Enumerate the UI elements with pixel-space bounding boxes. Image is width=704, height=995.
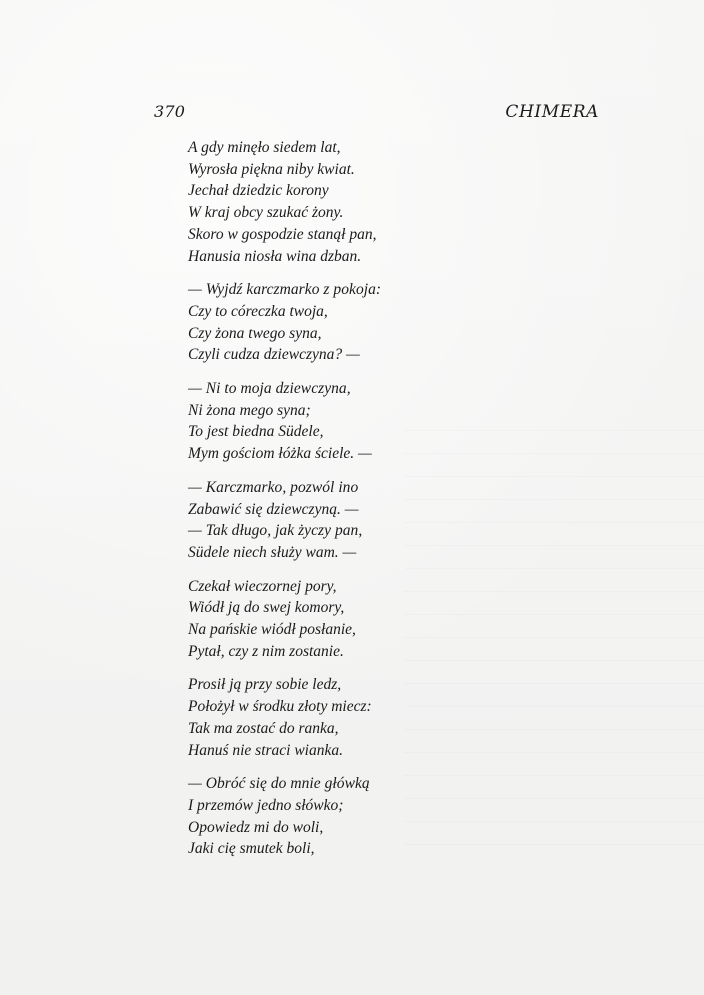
- verse-line: Mym gościom łóżka ściele. —: [188, 445, 372, 463]
- verse-line: Wiódł ją do swej komory,: [188, 599, 345, 617]
- verse-line: Jaki cię smutek boli,: [188, 840, 315, 858]
- stanza-5: [188, 576, 508, 663]
- verse-line: — Tak długo, jak życzy pan,: [188, 522, 363, 540]
- verse-line: W kraj obcy szukać żony.: [188, 204, 344, 222]
- running-title: CHIMERA: [505, 102, 599, 122]
- verse-line: I przemów jedno słówko;: [188, 796, 344, 814]
- verse-line: Opowiedz mi do woli,: [188, 818, 324, 836]
- stanza-1: [188, 137, 508, 267]
- verse-line: Südele niech służy wam. —: [188, 543, 357, 561]
- verse-line: Prosił ją przy sobie ledz,: [188, 676, 342, 694]
- verse-line: Hanuś nie straci wianka.: [188, 741, 343, 759]
- verse-line: Czyli cudza dziewczyna? —: [188, 346, 360, 364]
- verse-line: Czy to córeczka twoja,: [188, 302, 328, 320]
- verse-line: Położył w środku złoty miecz:: [188, 698, 372, 716]
- verse-line: Hanusia niosła wina dzban.: [188, 247, 362, 265]
- verse-line: Zabawić się dziewczyną. —: [188, 500, 359, 518]
- verse-line: Czy żona twego syna,: [188, 324, 322, 342]
- verse-line: Wyrosła piękna niby kwiat.: [188, 160, 355, 178]
- verse-line: — Karczmarko, pozwól ino: [188, 478, 359, 496]
- page-number: 370: [154, 102, 186, 121]
- stanza-4: [188, 477, 508, 564]
- verse-line: Czekał wieczornej pory,: [188, 577, 337, 595]
- verse-line: Tak ma zostać do ranka,: [188, 719, 339, 737]
- verse-line: Jechał dziedzic korony: [188, 182, 329, 200]
- stanza-2: [188, 279, 508, 366]
- verse-line: Skoro w gospodzie stanął pan,: [188, 225, 377, 243]
- page-header: [0, 102, 704, 126]
- verse-line: — Ni to moja dziewczyna,: [188, 380, 351, 398]
- stanza-3: [188, 378, 508, 465]
- verse-line: A gdy minęło siedem lat,: [188, 139, 341, 156]
- verse-line: — Obróć się do mnie główką: [188, 775, 370, 793]
- verse-line: Na pańskie wiódł posłanie,: [188, 621, 356, 639]
- verse-line: — Wyjdź karczmarko z pokoja:: [188, 281, 382, 299]
- poem-text: [188, 137, 508, 872]
- verse-line: To jest biedna Südele,: [188, 423, 324, 441]
- verse-line: Pytał, czy z nim zostanie.: [188, 642, 344, 660]
- stanza-6: [188, 674, 508, 761]
- stanza-7: [188, 773, 508, 860]
- verse-line: Ni żona mego syna;: [188, 401, 311, 419]
